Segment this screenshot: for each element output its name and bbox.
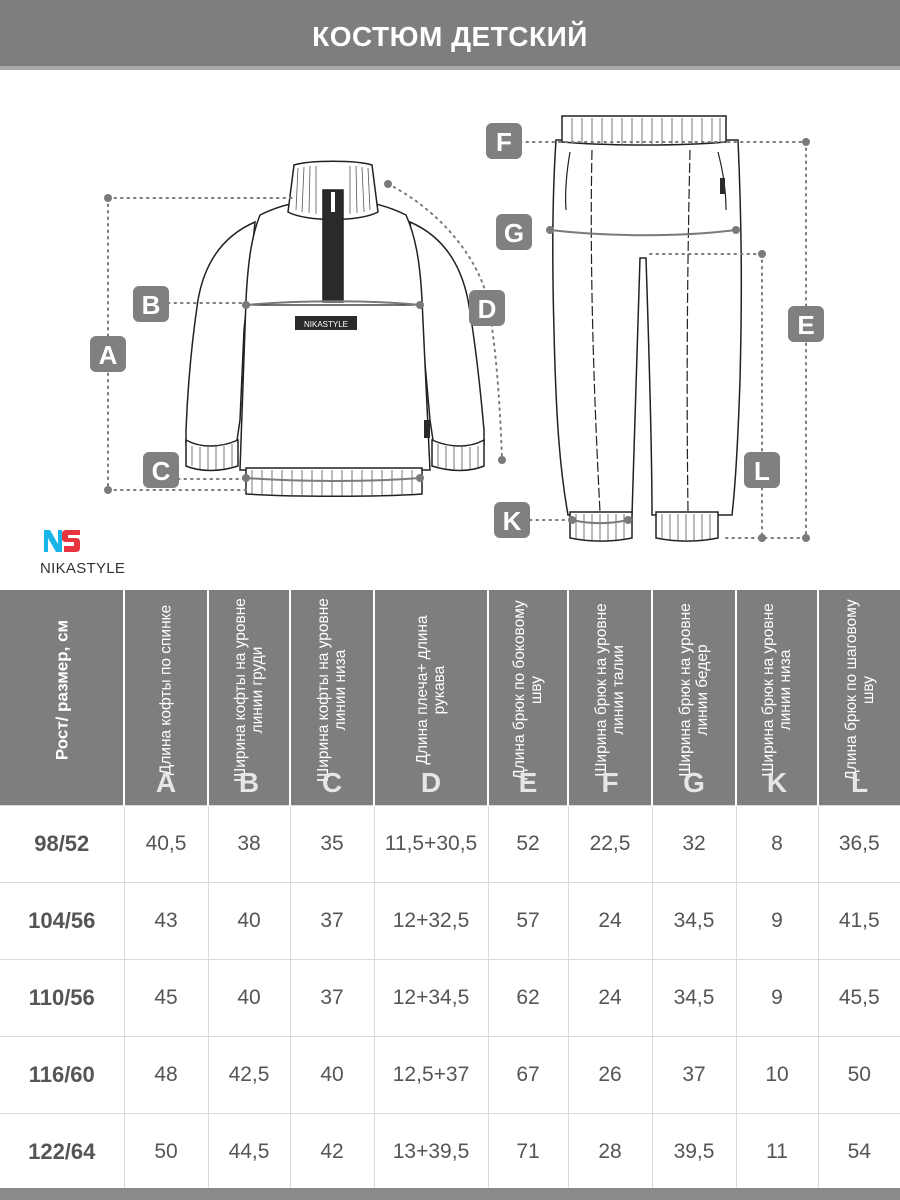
table-cell: 62 [488,960,568,1037]
table-cell: 38 [208,806,290,883]
table-cell: 41,5 [818,883,900,960]
badge-d [469,290,505,326]
badge-k [494,502,530,538]
footer-bar [0,1188,900,1200]
table-header-row [0,590,900,806]
table-cell: 57 [488,883,568,960]
table-cell: 40 [208,883,290,960]
ns-logo-icon [42,528,82,554]
size-cell: 122/64 [0,1114,124,1191]
table-cell: 42,5 [208,1037,290,1114]
svg-text:G: G [503,218,525,248]
table-cell: 13+39,5 [374,1114,488,1191]
size-chart-table [0,590,900,1200]
table-cell: 40,5 [124,806,208,883]
col-header-k: Ширина брюк на уровне линии низа K [736,590,818,806]
table-cell: 24 [568,883,652,960]
badge-c [143,452,179,488]
svg-text:E: E [797,310,815,340]
col-header-size: Рост/ размер, см [0,590,124,806]
garment-print-label: NIKASTYLE [303,320,349,329]
badge-e [788,306,824,342]
col-header-l: Длина брюк по шаговому шву L [818,590,900,806]
col-header-c: Ширина кофты на уровне линии низа C [290,590,374,806]
table-cell: 28 [568,1114,652,1191]
table-cell: 34,5 [652,960,736,1037]
table-cell: 71 [488,1114,568,1191]
table-cell: 9 [736,883,818,960]
badge-f [486,123,522,159]
table-cell: 32 [652,806,736,883]
garment-diagram [0,70,900,590]
table-cell: 12+34,5 [374,960,488,1037]
table-cell: 37 [652,1037,736,1114]
table-cell: 22,5 [568,806,652,883]
title-banner [0,0,900,70]
table-cell: 36,5 [818,806,900,883]
svg-text:L: L [754,456,770,486]
table-cell: 45,5 [818,960,900,1037]
size-cell: 98/52 [0,806,124,883]
svg-text:A: A [98,340,118,370]
table-cell: 37 [290,883,374,960]
svg-text:C: C [151,456,171,486]
table-cell: 12,5+37 [374,1037,488,1114]
table-row [0,1114,900,1191]
size-cell: 116/60 [0,1037,124,1114]
table-cell: 10 [736,1037,818,1114]
size-cell: 110/56 [0,960,124,1037]
brand-name: NIKASTYLE [40,560,126,577]
table-cell: 37 [290,960,374,1037]
table-cell: 40 [208,960,290,1037]
table-cell: 39,5 [652,1114,736,1191]
col-header-b: Ширина кофты на уровне линии груди B [208,590,290,806]
table-cell: 43 [124,883,208,960]
table-cell: 42 [290,1114,374,1191]
pants-drawing [553,116,742,541]
badge-l [744,452,780,488]
badge-b [133,286,169,322]
svg-text:B: B [141,290,161,320]
table-cell: 44,5 [208,1114,290,1191]
table-row [0,960,900,1037]
col-header-f: Ширина брюк на уровне линии талии F [568,590,652,806]
col-header-a: Длина кофты по спинке A [124,590,208,806]
table-cell: 8 [736,806,818,883]
table-cell: 67 [488,1037,568,1114]
table-cell: 48 [124,1037,208,1114]
brand-logo [40,524,126,584]
table-cell: 24 [568,960,652,1037]
table-cell: 54 [818,1114,900,1191]
table-row [0,883,900,960]
table-cell: 9 [736,960,818,1037]
table-cell: 34,5 [652,883,736,960]
size-cell: 104/56 [0,883,124,960]
svg-text:D: D [477,294,497,324]
svg-text:F: F [496,127,512,157]
table-cell: 11 [736,1114,818,1191]
table-row [0,806,900,883]
table-cell: 11,5+30,5 [374,806,488,883]
col-header-g: Ширина брюк на уровне линии бедер G [652,590,736,806]
badge-g [496,214,532,250]
table-cell: 50 [124,1114,208,1191]
table-cell: 52 [488,806,568,883]
col-header-d: Длина плеча+ длина рукава D [374,590,488,806]
badge-a [90,336,126,372]
table-cell: 26 [568,1037,652,1114]
table-cell: 35 [290,806,374,883]
table-cell: 12+32,5 [374,883,488,960]
table-cell: 50 [818,1037,900,1114]
col-header-e: Длина брюк по боковому шву E [488,590,568,806]
svg-text:K: K [502,506,522,536]
table-row [0,1037,900,1114]
table-cell: 45 [124,960,208,1037]
page-title: КОСТЮМ ДЕТСКИЙ [312,21,588,52]
table-cell: 40 [290,1037,374,1114]
